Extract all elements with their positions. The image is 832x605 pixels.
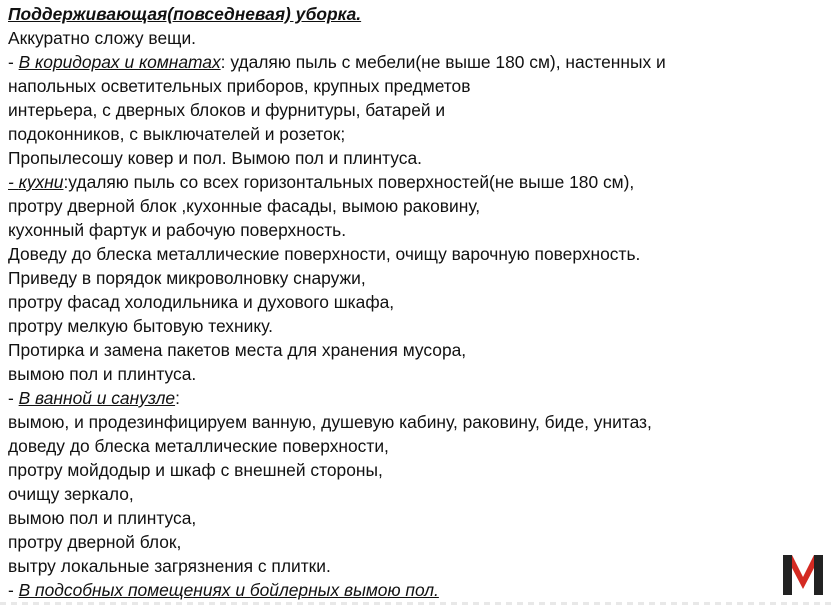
text-line: доведу до блеска металлические поверхности,	[8, 436, 389, 456]
section-kitchen-text: :удаляю пыль со всех горизонтальных поверхностей(не выше 180 см),	[63, 172, 635, 192]
text-line: Протирка и замена пакетов места для хранения мусора,	[8, 340, 467, 360]
logo-left-stroke	[783, 555, 792, 595]
text-line: протру мойдодыр и шкаф с внешней стороны,	[8, 460, 383, 480]
section-bathroom-heading: В ванной и санузле	[18, 388, 176, 408]
text-line: вытру локальные загрязнения с плитки.	[8, 556, 331, 576]
text-line: Пропылесошу ковер и пол. Вымою пол и плинтуса.	[8, 148, 422, 168]
intro-line: Аккуратно сложу вещи.	[8, 28, 196, 48]
text-line: Доведу до блеска металлические поверхности, очищу варочную поверхность.	[8, 244, 641, 264]
section-utility-heading: В подсобных помещениях и бойлерных вымою пол.	[18, 580, 439, 600]
text-line: очищу зеркало,	[8, 484, 134, 504]
section-kitchen-header	[8, 170, 824, 194]
text-line: интерьера, с дверных блоков и фурнитуры, батарей и	[8, 100, 446, 120]
text-line: напольных осветительных приборов, крупных предметов	[8, 76, 471, 96]
text-line: вымою пол и плинтуса.	[8, 364, 197, 384]
bullet-dash: -	[8, 52, 19, 72]
section-utility-header	[8, 578, 824, 602]
document	[8, 2, 824, 602]
bullet-dash: -	[8, 388, 19, 408]
logo-red-chevron	[792, 555, 814, 589]
text-line: протру дверной блок ,кухонные фасады, вымою раковину,	[8, 196, 481, 216]
brand-logo-icon	[780, 551, 826, 597]
bullet-dash: -	[8, 580, 19, 600]
text-line: подоконников, с выключателей и розеток;	[8, 124, 346, 144]
text-line: протру мелкую бытовую технику.	[8, 316, 273, 336]
document-title: Поддерживающая(повседневая) уборка.	[8, 4, 362, 24]
section-corridors-heading: В коридорах и комнатах	[18, 52, 221, 72]
text-line: протру фасад холодильника и духового шкафа,	[8, 292, 395, 312]
text-line: Приведу в порядок микроволновку снаружи,	[8, 268, 366, 288]
text-line: вымою, и продезинфицируем ванную, душевую кабину, раковину, биде, унитаз,	[8, 412, 652, 432]
section-bathroom-text: :	[175, 388, 180, 408]
section-corridors-text: : удаляю пыль с мебели(не выше 180 см), настенных и	[220, 52, 666, 72]
bullet-dash: -	[8, 172, 19, 192]
text-line: кухонный фартук и рабочую поверхность.	[8, 220, 347, 240]
section-corridors-header	[8, 50, 824, 74]
section-bathroom-header	[8, 386, 824, 410]
section-kitchen-heading: кухни	[18, 172, 64, 192]
text-line: протру дверной блок,	[8, 532, 182, 552]
text-line: вымою пол и плинтуса,	[8, 508, 197, 528]
logo-right-stroke	[814, 555, 823, 595]
